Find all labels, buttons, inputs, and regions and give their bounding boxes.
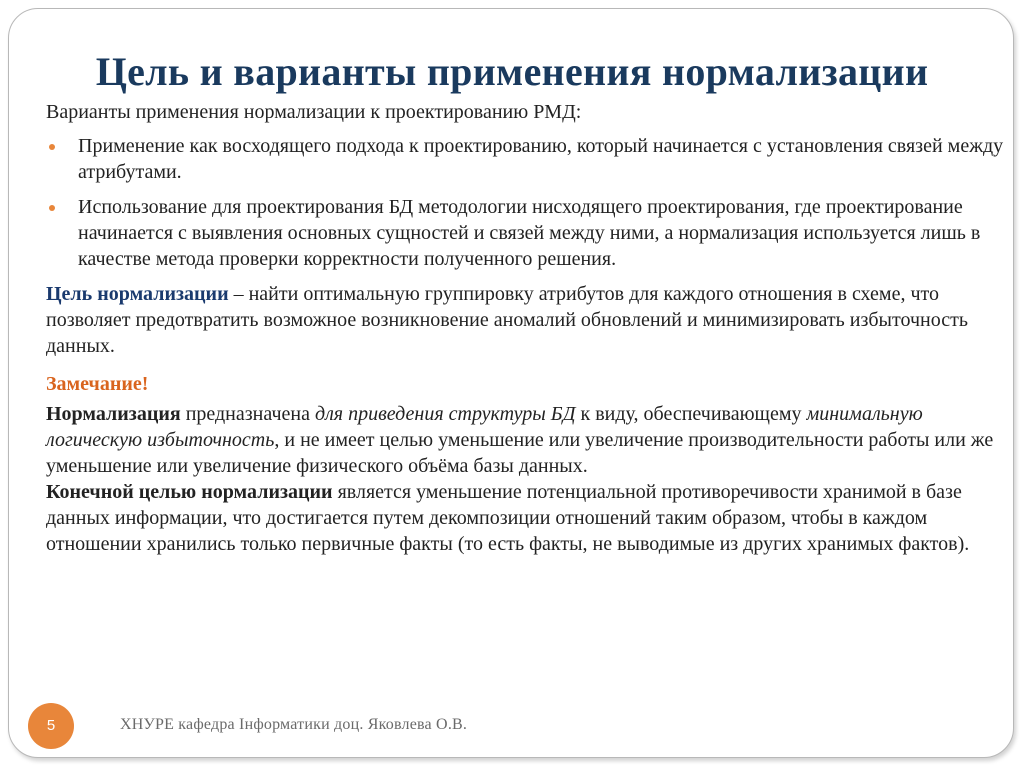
bullet-dot-icon [49,205,55,211]
bullet-item [46,194,1004,272]
intro-text: Варианты применения нормализации к проектированию РМД: [46,101,582,123]
note-text: предназначена [180,403,315,425]
note-text: является уменьшение потенциальной противоречивости хранимой в базе данных информации, что достигается путем декомпозиции отношений таким образом, чтобы в каждом отношении хранились только первичные факты (то есть факты, не выводимые из других хранимых фактов). [46,481,970,555]
note-italic-1: для приведения структуры БД [314,403,576,425]
goal-term: Цель нормализации [46,283,229,305]
slide [8,8,1016,760]
bullet-text: Использование для проектирования БД методологии нисходящего проектирования, где проектирование начинается с выявления основных сущностей и связей между ними, а нормализация используется лишь в качестве метода проверки корректности полученного решения. [78,196,981,270]
footer-text: ХНУРЕ кафедра Інформатики доц. Яковлева О.В. [120,716,468,733]
note-text: , и не имеет целью уменьшение или увеличение производительности работы или же уменьшение или увеличение физического объёма базы данных. [46,429,994,477]
page-number-badge: 5 [28,703,74,749]
note-term-normalization: Нормализация [46,403,181,425]
slide-content [46,99,1004,557]
bullet-item [46,133,1004,185]
bullet-list [46,133,1004,272]
note-italic-2: минимальную логическую избыточность [46,403,923,451]
note-paragraph-1 [46,401,1004,479]
note-label: Замечание! [46,373,149,395]
note-text: к виду, обеспечивающему [575,403,807,425]
slide-title: Цель и варианты применения нормализации [95,49,929,94]
note-paragraph-2 [46,479,1004,557]
goal-paragraph [46,281,1004,359]
bullet-text: Применение как восходящего подхода к проектированию, который начинается с установления связей между атрибутами. [78,135,1004,183]
goal-text: – найти оптимальную группировку атрибутов для каждого отношения в схеме, что позволяет предотвратить возможное возникновение аномалий обновлений и минимизировать избыточность данных. [46,283,968,357]
bullet-dot-icon [49,144,55,150]
note-term-final-goal: Конечной целью нормализации [46,481,333,503]
